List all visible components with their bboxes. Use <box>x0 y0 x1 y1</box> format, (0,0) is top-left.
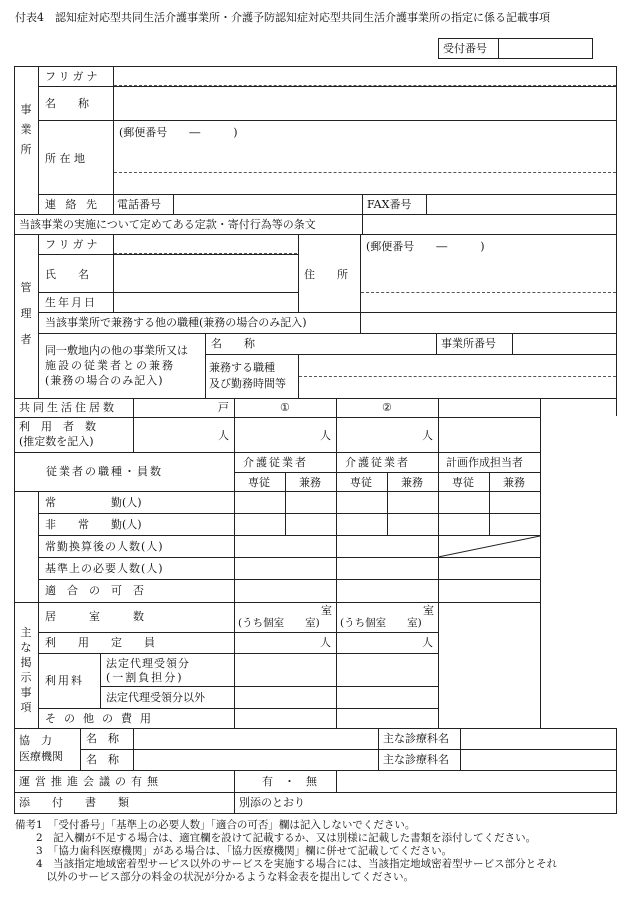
fee-daiko-line2: (一割負担分) <box>106 671 184 684</box>
kanri-header-divider <box>113 234 114 312</box>
kyoryoku-shinryo-1: 主な診療科名 <box>383 732 449 745</box>
receipt-box-bottom <box>438 58 593 59</box>
fax-right-divider <box>426 194 427 214</box>
kanri-samesite-line3: (兼務の場合のみ記入) <box>45 374 164 387</box>
jigyosho-name-field[interactable] <box>116 89 614 118</box>
riyosha-unit-3: 人 <box>422 429 433 442</box>
form-title: 付表4 認知症対応型共同生活介護事業所・介護予防認知症対応型共同生活介護事業所の指定に係る記載事項 <box>15 11 550 24</box>
jigyosho-postal: (郵便番号 ― ) <box>119 126 238 139</box>
office-no-right <box>512 333 513 354</box>
fee-daiko-line1: 法定代理受領分 <box>106 657 190 670</box>
staff-row-kijun: 基準上の必要人数(人) <box>45 562 164 575</box>
kanri-address-field[interactable] <box>363 256 614 310</box>
dash-furigana-kanri <box>114 253 297 254</box>
staff-sub-2: 兼務 <box>299 476 321 489</box>
jigyosho-fax-field[interactable] <box>429 196 614 212</box>
fee-other-label: 法定代理受領分以外 <box>106 691 205 704</box>
kanri-office-no-field[interactable] <box>514 335 614 352</box>
frame-right-upper <box>616 66 617 416</box>
kanri-kenmu-field[interactable] <box>300 356 614 396</box>
fee-divider <box>100 653 101 708</box>
note-1: 備考1 「受付番号」「基準上の必要人数」「適合の可否」欄は記入しないでください。 <box>15 819 416 831</box>
line-86 <box>38 86 616 87</box>
col-divider-336 <box>336 398 337 728</box>
line-728 <box>14 728 616 729</box>
line-312 <box>38 312 616 313</box>
line-749 <box>80 749 616 750</box>
fee-label: 利用料 <box>45 674 84 687</box>
office-no-left <box>436 333 437 354</box>
staff-sub-5: 専従 <box>452 476 474 489</box>
note-4: 4 当該指定地域密着型サービス以外のサービスを実施する場合には、当該指定地域密着型サービス部分とそれ <box>15 858 558 870</box>
line-214 <box>14 214 616 215</box>
note-3: 3 「協力歯科医療機関」がある場合は、「協力医療機関」欄に併せて記載してください。 <box>15 845 453 857</box>
line-194 <box>38 194 616 195</box>
frame-left <box>14 66 15 813</box>
line-354 <box>205 354 616 355</box>
jigyosho-furigana-label: フリガナ <box>45 70 101 83</box>
jigyosho-fax-label: FAX番号 <box>367 198 412 211</box>
kanri-other-job-label: 当該事業所で兼務する他の職種(兼務の場合のみ記入) <box>45 316 307 329</box>
kyoryoku-label-line1: 協 力 <box>19 734 52 747</box>
samesite-divider <box>205 333 206 398</box>
staff-sub-3: 専従 <box>350 476 372 489</box>
staff-row-hijokin: 非 常 勤(人) <box>45 518 142 531</box>
jigyosho-header-divider <box>113 66 114 214</box>
unei-right-divider <box>336 770 337 792</box>
teiin-unit-2: 人 <box>422 636 433 649</box>
jigyosho-phone-label: 電話番号 <box>117 198 161 211</box>
riyosha-line1: 利 用 者 数 <box>19 420 96 433</box>
line-653 <box>38 653 438 654</box>
main-section-label: 主な掲示事項 <box>20 626 32 714</box>
jigyosho-section-label: 事業所 <box>20 103 32 156</box>
articles-label: 当該事業の実施について定めてある定款・寄付行為等の条文 <box>19 218 316 231</box>
jigyosho-label-divider <box>38 66 39 214</box>
tenpu-value: 別添のとおり <box>239 796 305 809</box>
receipt-box-mid <box>498 38 499 58</box>
jigyosho-name-label: 名 称 <box>45 97 89 110</box>
main-right-divider <box>438 602 439 728</box>
kyoshitsu-label: 居 室 数 <box>45 610 144 623</box>
line-120 <box>38 120 616 121</box>
sub-divider-285 <box>285 472 286 535</box>
kanri-samesite-line2: 施設の従業者との兼務 <box>45 359 175 372</box>
staff-sub-6: 兼務 <box>503 476 525 489</box>
unit-col1: ① <box>280 401 290 414</box>
kanri-kenmu-line2: 及び勤務時間等 <box>209 377 286 390</box>
kanri-meisho-field[interactable] <box>300 335 434 352</box>
line-770 <box>14 770 616 771</box>
units-label-divider <box>133 398 134 452</box>
tenpu-label: 添 付 書 類 <box>19 796 129 809</box>
unei-label: 運営推進会議の有無 <box>19 775 163 788</box>
line-417 <box>14 417 540 418</box>
articles-field[interactable] <box>365 216 614 232</box>
jigyosho-furigana-field[interactable] <box>116 68 614 84</box>
jigyosho-address-field[interactable] <box>116 140 614 192</box>
line-686 <box>100 686 438 687</box>
shitsu-1: 室 <box>321 604 332 617</box>
fax-left-divider <box>362 194 363 214</box>
line-398 <box>14 398 616 399</box>
riyosha-line2: (推定数を記入) <box>19 435 94 448</box>
articles-divider <box>362 214 363 234</box>
kanri-mid-divider <box>298 234 299 312</box>
kanri-section-label: 管理者 <box>20 281 32 346</box>
kanri-address-label: 住 所 <box>304 268 348 281</box>
kanri-samesite-line1: 同一敷地内の他の事業所又は <box>45 344 188 357</box>
line-292 <box>38 292 298 293</box>
kanri-meisho-label: 名 称 <box>211 337 255 350</box>
line-602 <box>14 602 540 603</box>
other-job-divider <box>360 312 361 333</box>
line-254 <box>38 254 298 255</box>
note-4-cont: 以外のサービス部分の料金の状況が分かるような料金表を提出してください。 <box>15 871 414 883</box>
sub-divider-387 <box>387 472 388 535</box>
receipt-number-field[interactable] <box>500 40 590 57</box>
staff-group1: 介護従業者 <box>243 456 308 469</box>
receipt-box-right <box>592 38 593 58</box>
line-333 <box>38 333 616 334</box>
kanri-name-label: 氏 名 <box>45 268 89 281</box>
kanri-postal: (郵便番号 ― ) <box>366 240 485 253</box>
staff-row-jokin: 常 勤(人) <box>45 496 142 509</box>
line-491 <box>14 491 540 492</box>
unit-col2: ② <box>382 401 392 414</box>
jukyo-unit-ko: 戸 <box>218 401 229 414</box>
sub-divider-489 <box>489 472 490 535</box>
col-divider-438 <box>438 398 439 602</box>
staff-sub-1: 専従 <box>248 476 270 489</box>
kojin-2: (うち個室 室) <box>340 617 422 629</box>
kanri-furigana-label: フリガナ <box>45 238 101 251</box>
kanri-address-divider <box>360 234 361 312</box>
note-2: 2 記入欄が不足する場合は、適宜欄を設けて記載するか、又は別様に記載した書類を添付してください。 <box>15 832 537 844</box>
phone-divider <box>173 194 174 214</box>
unei-value[interactable]: 有 ・ 無 <box>262 775 317 788</box>
other-fee-label: その他の費用 <box>45 712 159 725</box>
line-513 <box>38 513 540 514</box>
staff-header: 従業者の職種・員数 <box>46 465 163 478</box>
jukyo-label: 共同生活住居数 <box>19 401 117 414</box>
frame-top <box>14 66 617 67</box>
riyosha-unit-1: 人 <box>218 429 229 442</box>
main-label-divider <box>38 602 39 728</box>
kyoryoku-shinryo-field-2[interactable] <box>463 751 614 768</box>
line-708 <box>38 708 438 709</box>
dash-furigana-jigyosho <box>114 85 616 86</box>
kyoryoku-meisho-2: 名 称 <box>86 753 119 766</box>
staff-row-kanzan: 常勤換算後の人数(人) <box>45 540 164 553</box>
kanri-name-field[interactable] <box>116 257 296 290</box>
line-792 <box>14 792 616 793</box>
kanri-birth-field[interactable] <box>116 294 296 310</box>
teiin-unit-1: 人 <box>320 636 331 649</box>
kanri-label-divider <box>38 234 39 398</box>
line-579 <box>38 579 540 580</box>
kyoryoku-label-line2: 医療機関 <box>19 750 63 763</box>
receipt-box-left <box>438 38 439 58</box>
kyoryoku-shinryo-2: 主な診療科名 <box>383 753 449 766</box>
shitsu-2: 室 <box>423 604 434 617</box>
frame-right-lower <box>616 728 617 813</box>
kanri-birth-label: 生年月日 <box>45 296 97 309</box>
kanri-furigana-field[interactable] <box>116 236 296 252</box>
kyoryoku-meisho-field-1[interactable] <box>136 730 376 747</box>
receipt-box-top <box>438 38 593 39</box>
kanri-kenmu-line1: 兼務する職種 <box>209 361 275 374</box>
line-632 <box>38 632 438 633</box>
staff-group2: 介護従業者 <box>345 456 410 469</box>
diagonal-strike <box>438 535 541 558</box>
kanri-other-job-field[interactable] <box>363 314 614 331</box>
teiin-label: 利 用 定 員 <box>45 636 155 649</box>
kyoryoku-meisho-1: 名 称 <box>86 732 119 745</box>
riyosha-unit-2: 人 <box>320 429 331 442</box>
jigyosho-address-label: 所 在 地 <box>45 152 85 165</box>
frame-bottom <box>14 813 617 814</box>
jigyosho-contact-label: 連 絡 先 <box>45 198 100 211</box>
receipt-label: 受付番号 <box>443 42 487 55</box>
kanri-office-no-label: 事業所番号 <box>441 337 496 350</box>
staff-indent-divider <box>38 491 39 602</box>
line-452 <box>14 452 540 453</box>
col-divider-234 <box>234 398 235 728</box>
line-234 <box>14 234 616 235</box>
jigyosho-phone-field[interactable] <box>176 196 360 212</box>
frame-right-staff <box>540 398 541 728</box>
staff-group3: 計画作成担当者 <box>446 456 523 469</box>
kojin-1: (うち個室 室) <box>238 617 320 629</box>
staff-sub-4: 兼務 <box>401 476 423 489</box>
kyoryoku-shinryo-field-1[interactable] <box>463 730 614 747</box>
staff-row-tekigo: 適 合 の 可 否 <box>45 584 144 597</box>
kyoryoku-meisho-field-2[interactable] <box>136 751 376 768</box>
